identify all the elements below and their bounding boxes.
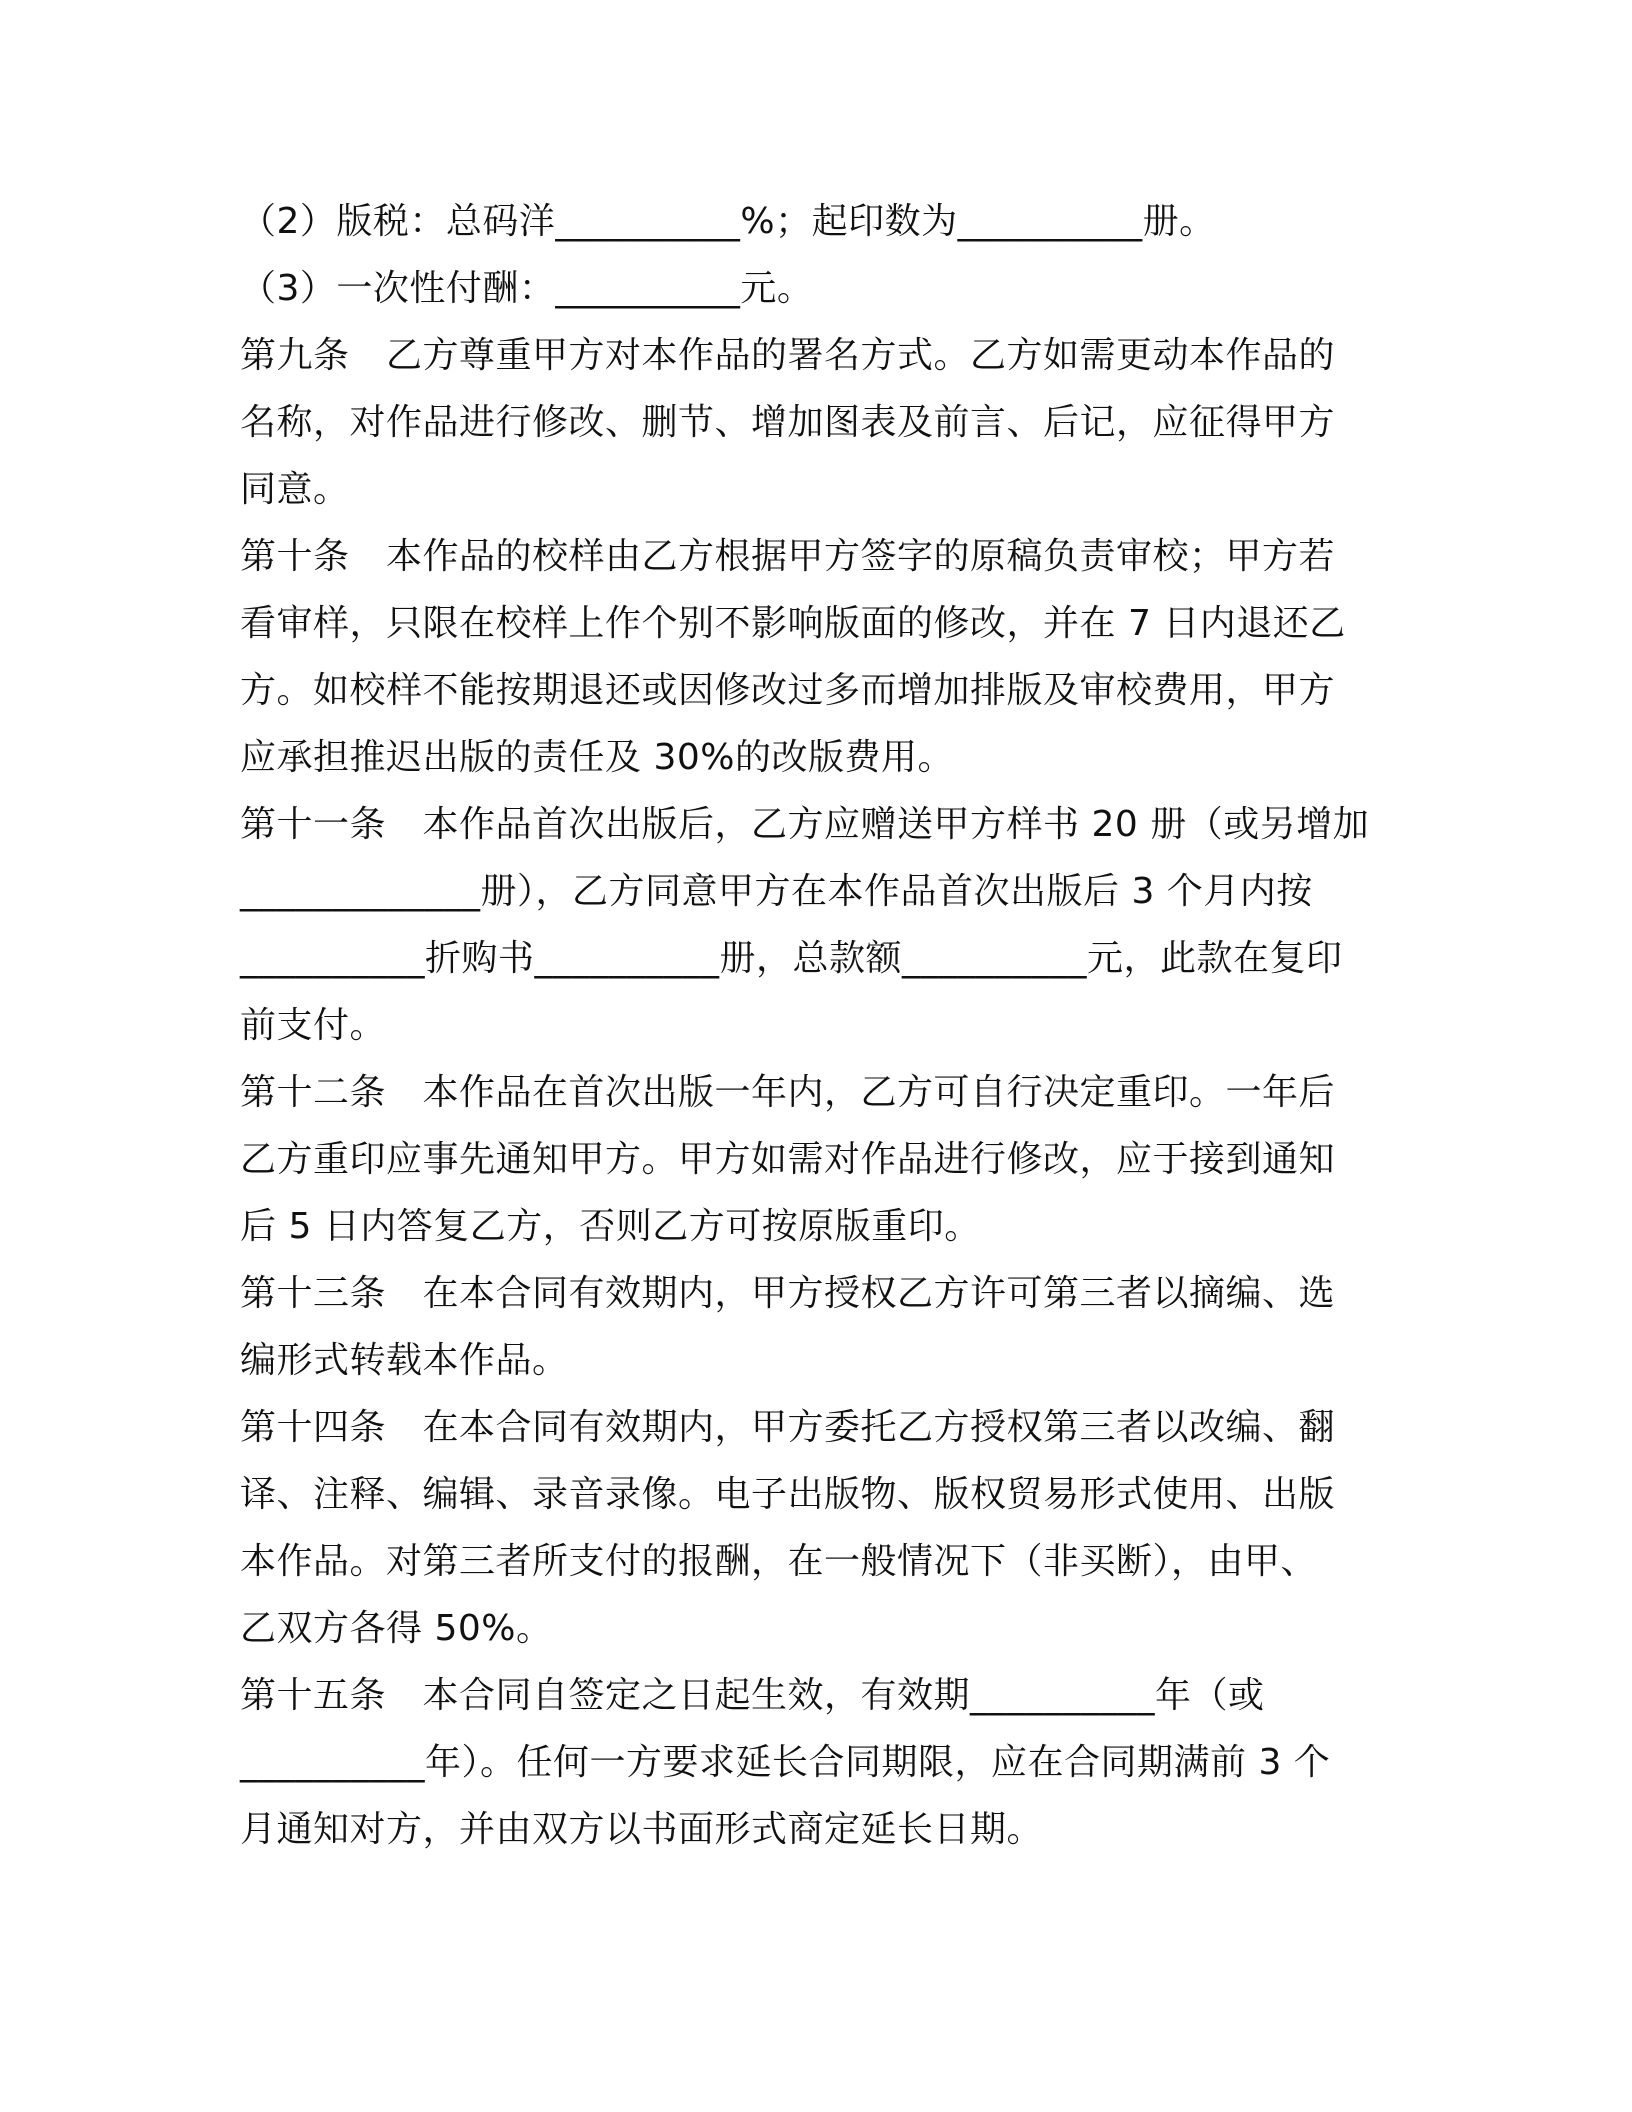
text-line: 乙双方各得 50%。 [240, 1608, 553, 1649]
text-line: 看审样，只限在校样上作个别不影响版面的修改，并在 7 日内退还乙 [240, 603, 1346, 644]
text-line: _____________册），乙方同意甲方在本作品首次出版后 3 个月内按 [240, 871, 1313, 912]
text-line: __________折购书__________册，总款额__________元，此款在复印 [240, 938, 1343, 979]
text-line: 乙方重印应事先通知甲方。甲方如需对作品进行修改，应于接到通知 [240, 1139, 1336, 1180]
text-line: 第十五条 本合同自签定之日起生效，有效期__________年（或 [240, 1675, 1265, 1716]
text-line: 第十四条 在本合同有效期内，甲方委托乙方授权第三者以改编、翻 [240, 1407, 1336, 1448]
text-line: 第十一条 本作品首次出版后，乙方应赠送甲方样书 20 册（或另增加 [240, 804, 1370, 845]
text-line: 前支付。 [240, 1005, 387, 1046]
text-line: 第九条 乙方尊重甲方对本作品的署名方式。乙方如需更动本作品的 [240, 335, 1336, 376]
text-line: 月通知对方，并由双方以书面形式商定延长日期。 [240, 1809, 1044, 1850]
document-body [240, 188, 1400, 1863]
text-line: 编形式转载本作品。 [240, 1340, 569, 1381]
text-line: 后 5 日内答复乙方，否则乙方可按原版重印。 [240, 1206, 981, 1247]
text-line: （2）版税：总码洋__________%；起印数为__________册。 [240, 201, 1216, 242]
text-line: 第十条 本作品的校样由乙方根据甲方签字的原稿负责审校；甲方若 [240, 536, 1336, 577]
text-line: 方。如校样不能按期退还或因修改过多而增加排版及审校费用，甲方 [240, 670, 1336, 711]
text-line: 译、注释、编辑、录音录像。电子出版物、版权贸易形式使用、出版 [240, 1474, 1336, 1515]
text-line: 第十二条 本作品在首次出版一年内，乙方可自行决定重印。一年后 [240, 1072, 1336, 1113]
text-line: 第十三条 在本合同有效期内，甲方授权乙方许可第三者以摘编、选 [240, 1273, 1336, 1314]
text-line: （3）一次性付酬：__________元。 [240, 268, 814, 309]
text-line: 本作品。对第三者所支付的报酬，在一般情况下（非买断），由甲、 [240, 1541, 1318, 1582]
text-line: 应承担推迟出版的责任及 30%的改版费用。 [240, 737, 954, 778]
text-line: 同意。 [240, 469, 350, 510]
text-line: __________年）。任何一方要求延长合同期限，应在合同期满前 3 个 [240, 1742, 1331, 1783]
text-line: 名称，对作品进行修改、删节、增加图表及前言、后记，应征得甲方 [240, 402, 1336, 443]
